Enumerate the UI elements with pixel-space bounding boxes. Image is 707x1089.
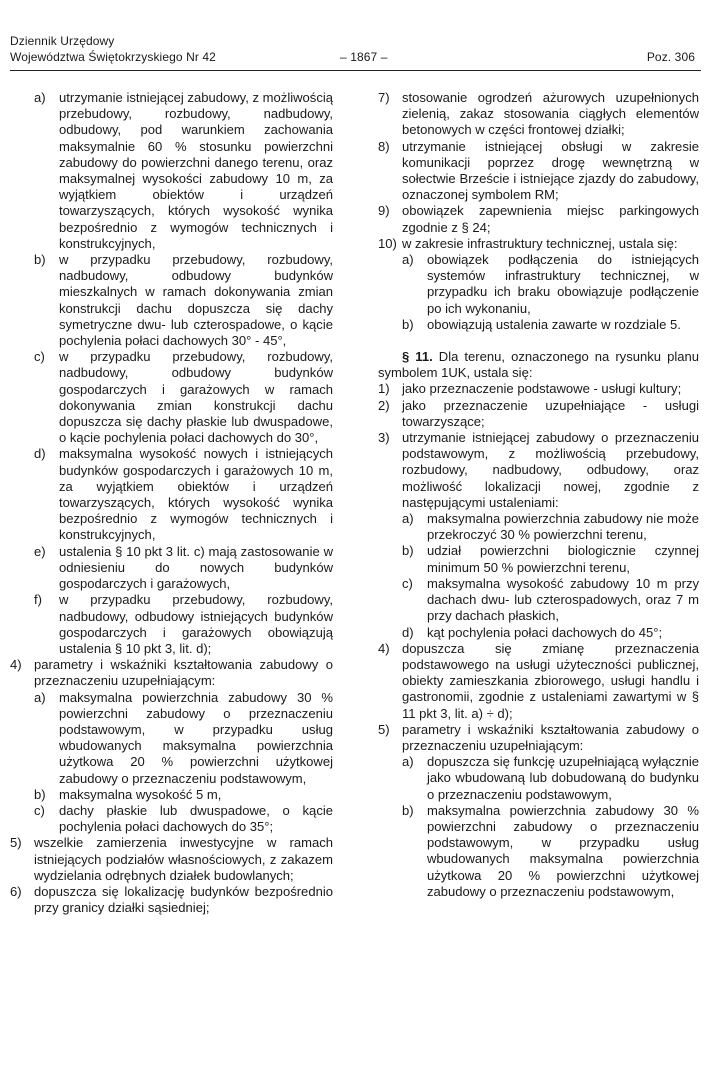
item-text: maksymalna wysokość zabudowy 10 m przy dachach dwu- lub czterospadowych, oraz 7 m przy dachach płaskich, bbox=[427, 575, 699, 624]
list-item bbox=[378, 236, 699, 252]
item-marker: 4) bbox=[10, 657, 22, 673]
sub-list-item bbox=[378, 754, 699, 803]
item-marker: f) bbox=[34, 592, 42, 608]
list-item bbox=[378, 381, 699, 397]
item-marker: 5) bbox=[10, 835, 22, 851]
item-marker: 10) bbox=[378, 235, 397, 251]
item-marker: c) bbox=[402, 575, 413, 591]
item-text: utrzymanie istniejącej zabudowy o przeznaczeniu podstawowym, z możliwością przebudowy, rozbudowy, nadbudowy, odbudowy, oraz możliwość lokalizacji nowej, zgodnie z następującymi ustaleniami: bbox=[402, 430, 699, 510]
voivodeship-title: Województwa Świętokrzyskiego Nr 42 bbox=[10, 50, 216, 64]
sub-list-item bbox=[10, 544, 333, 593]
sub-list-item bbox=[10, 349, 333, 446]
sub-list-item bbox=[10, 592, 333, 657]
section-paragraph bbox=[378, 349, 699, 381]
sub-list-item bbox=[10, 690, 333, 787]
item-text: kąt pochylenia połaci dachowych do 45°; bbox=[427, 624, 663, 640]
sub-list-item bbox=[378, 625, 699, 641]
item-text: maksymalna powierzchnia zabudowy 30 % powierzchni zabudowy o przeznaczeniu podstawowym, w przypadku usług wbudowanych maksymalna powierzchnia użytkowa 20 % powierzchni użytkowej zabudowy o przeznaczeniu podstawowym, bbox=[59, 689, 333, 786]
item-text: maksymalna powierzchnia zabudowy nie może przekroczyć 30 % powierzchni terenu, bbox=[427, 511, 699, 543]
item-marker: b) bbox=[402, 802, 414, 818]
item-marker: 7) bbox=[378, 90, 390, 105]
list-item bbox=[378, 722, 699, 754]
item-marker: 3) bbox=[378, 430, 390, 446]
item-marker: d) bbox=[402, 624, 414, 640]
item-marker: c) bbox=[34, 349, 45, 365]
item-text: ustalenia § 10 pkt 3 lit. c) mają zastosowanie w odniesieniu do nowych budynków gospodarczych i garażowych, bbox=[59, 543, 333, 592]
item-text: w przypadku przebudowy, rozbudowy, nadbudowy, odbudowy istniejących budynków gospodarczych i garażowych obowiązują ustalenia § 10 pkt 3, lit. d); bbox=[59, 592, 333, 656]
item-text: w zakresie infrastruktury technicznej, ustala się: bbox=[402, 235, 678, 251]
item-text: obowiązek zapewnienia miejsc parkingowych zgodnie z § 24; bbox=[402, 203, 699, 235]
sub-list-item bbox=[10, 90, 333, 252]
item-text: udział powierzchni biologicznie czynnej minimum 50 % powierzchni terenu, bbox=[427, 543, 699, 575]
item-marker: b) bbox=[34, 252, 46, 268]
item-text: utrzymanie istniejącej zabudowy, z możliwością przebudowy, rozbudowy, nadbudowy, odbudowy, pod warunkiem zachowania maksymalnie 60 % stosunku powierzchni zabudowy do powierzchni danego terenu, oraz maksymalnej wysokości zabudowy 10 m, za wyjątkiem obiektów i urządzeń towarzyszących, których wysokość wynika bezpośrednio z wymogów technicznych i konstrukcyjnych, bbox=[59, 90, 333, 251]
left-list bbox=[10, 90, 333, 916]
right-list-bottom bbox=[378, 381, 699, 900]
item-marker: 8) bbox=[378, 138, 390, 154]
left-column bbox=[10, 90, 333, 916]
journal-title: Dziennik Urzędowy bbox=[10, 34, 115, 48]
item-marker: a) bbox=[402, 511, 414, 527]
list-item bbox=[378, 139, 699, 204]
item-text: w przypadku przebudowy, rozbudowy, nadbudowy, odbudowy budynków mieszkalnych w ramach dokonywania zmian konstrukcji dachu dopuszcza się dachy symetryczne dwu- lub czterospadowe, o kącie pochylenia połaci dachowych 30° - 45°, bbox=[59, 252, 333, 349]
item-text: jako przeznaczenie podstawowe - usługi kultury; bbox=[402, 381, 682, 397]
sub-list-item bbox=[10, 252, 333, 349]
item-marker: e) bbox=[34, 543, 46, 559]
item-text: dachy płaskie lub dwuspadowe, o kącie pochylenia połaci dachowych do 35°; bbox=[59, 802, 333, 835]
item-text: dopuszcza się lokalizację budynków bezpośrednio przy granicy działki sąsiedniej; bbox=[34, 883, 333, 916]
right-list-top bbox=[378, 90, 699, 333]
sub-list-item bbox=[10, 446, 333, 543]
list-item bbox=[10, 884, 333, 916]
item-marker: b) bbox=[402, 316, 414, 332]
item-text: maksymalna wysokość 5 m, bbox=[59, 786, 222, 802]
item-text: wszelkie zamierzenia inwestycyjne w ramach istniejących podziałów własnościowych, z zakazem wydzielania odrębnych działek budowlanych; bbox=[34, 835, 333, 883]
item-marker: d) bbox=[34, 446, 46, 462]
item-text: parametry i wskaźniki kształtowania zabudowy o przeznaczeniu uzupełniającym: bbox=[402, 721, 699, 753]
item-text: w przypadku przebudowy, rozbudowy, nadbudowy, odbudowy budynków gospodarczych i garażowych w ramach dokonywania zmian konstrukcji dachu dopuszcza się dachy płaskie lub dwuspadowe, o kącie pochylenia połaci dachowych do 30°, bbox=[59, 349, 333, 446]
item-marker: 1) bbox=[378, 381, 390, 397]
list-item bbox=[378, 430, 699, 511]
right-column bbox=[378, 90, 699, 900]
item-text: obowiązek podłączenia do istniejących systemów infrastruktury technicznej, w przypadku ich braku obowiązuje podłączenie po ich wykonaniu, bbox=[427, 252, 699, 316]
list-item bbox=[378, 90, 699, 139]
item-text: obowiązują ustalenia zawarte w rozdziale 5. bbox=[427, 316, 681, 332]
list-item bbox=[378, 398, 699, 430]
item-marker: 4) bbox=[378, 640, 390, 656]
sub-list-item bbox=[378, 511, 699, 543]
section-label: § 11. bbox=[402, 349, 433, 365]
item-text: dopuszcza się zmianę przeznaczenia podstawowego na usługi użyteczności publicznej, obiekty zamieszkania zbiorowego, usługi handlu i gastronomii, zgodnie z ustaleniami zawartymi w § 11 pkt 3, lit. a) ÷ d); bbox=[402, 640, 699, 721]
item-marker: c) bbox=[34, 802, 45, 818]
sub-list-item bbox=[10, 803, 333, 835]
sub-list-item bbox=[378, 803, 699, 900]
position-number: Poz. 306 bbox=[646, 50, 695, 64]
sub-list-item bbox=[378, 252, 699, 317]
list-item bbox=[10, 835, 333, 884]
item-marker: 5) bbox=[378, 721, 390, 737]
item-marker: a) bbox=[34, 90, 46, 105]
sub-list-item bbox=[378, 317, 699, 333]
item-text: parametry i wskaźniki kształtowania zabudowy o przeznaczeniu uzupełniającym: bbox=[34, 657, 333, 689]
item-marker: 6) bbox=[10, 883, 22, 899]
item-marker: b) bbox=[402, 543, 414, 559]
item-marker: a) bbox=[34, 689, 46, 705]
sub-list-item bbox=[378, 576, 699, 625]
item-marker: a) bbox=[402, 252, 414, 268]
sub-list-item bbox=[378, 543, 699, 575]
sub-list-item bbox=[10, 787, 333, 803]
item-text: stosowanie ogrodzeń ażurowych uzupełnionych zielenią, zakaz stosowania ciągłych elementów betonowych w części frontowej działki; bbox=[402, 90, 699, 138]
item-text: maksymalna powierzchnia zabudowy 30 % powierzchni zabudowy o przeznaczeniu podstawowym, w przypadku usług wbudowanych maksymalna powierzchnia użytkowa 20 % powierzchni użytkowej zabudowy o przeznaczeniu podstawowym, bbox=[427, 802, 699, 899]
item-marker: 2) bbox=[378, 397, 390, 413]
item-text: dopuszcza się funkcję uzupełniającą wyłącznie jako wbudowaną lub dobudowaną do budynku o przeznaczeniu podstawowym, bbox=[427, 754, 699, 802]
item-marker: 9) bbox=[378, 203, 390, 219]
item-text: jako przeznaczenie uzupełniające - usługi towarzyszące; bbox=[402, 397, 699, 429]
item-marker: b) bbox=[34, 786, 46, 802]
header-rule bbox=[10, 70, 701, 71]
item-text: maksymalna wysokość nowych i istniejących budynków gospodarczych i garażowych 10 m, za wyjątkiem obiektów i urządzeń towarzyszących, których wysokość wynika bezpośrednio z wymogów technicznych i konstrukcyjnych, bbox=[59, 446, 333, 543]
page-number: – 1867 – bbox=[340, 50, 388, 64]
item-marker: a) bbox=[402, 754, 414, 770]
section-intro: Dla terenu, oznaczonego na rysunku planu symbolem 1UK, ustala się: bbox=[378, 349, 699, 381]
list-item bbox=[10, 657, 333, 689]
list-item bbox=[378, 203, 699, 235]
item-text: utrzymanie istniejącej obsługi w zakresie komunikacji poprzez drogę wewnętrzną w sołectwie Brzeście i istniejące zjazdy do zabudowy, oznaczonej symbolem RM; bbox=[402, 138, 699, 203]
list-item bbox=[378, 641, 699, 722]
